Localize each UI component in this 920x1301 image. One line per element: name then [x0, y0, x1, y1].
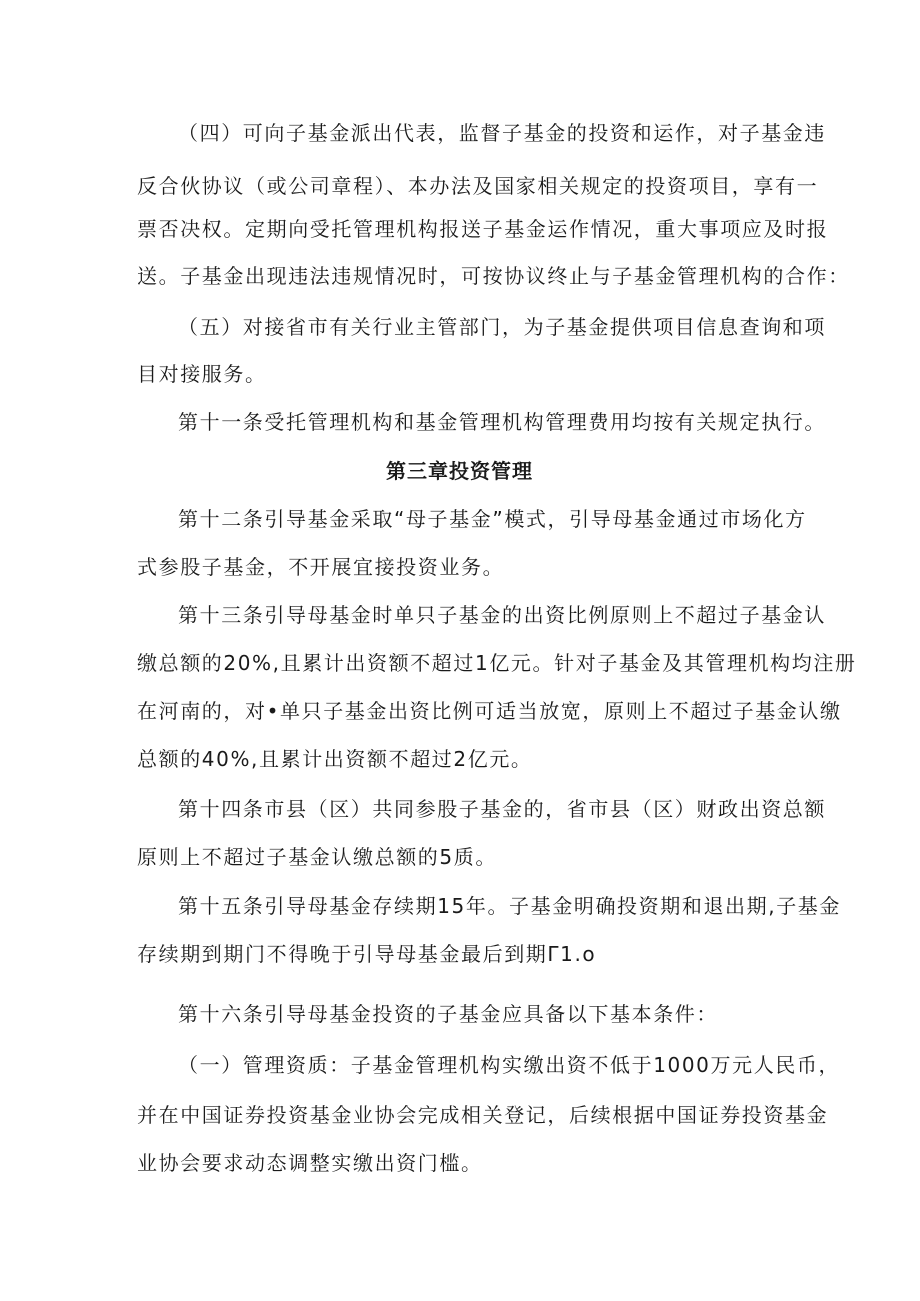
text-line: 在河南的，对•单只子基金出资比例可适当放宽，原则上不超过子基金认缴 [137, 699, 842, 723]
text-line: 送。子基金出现违法违规情况时，可按协议终止与子基金管理机构的合作： [137, 264, 850, 288]
text-line: 第十五条引导母基金存续期15年。子基金明确投资期和退出期,子基金 [178, 894, 842, 918]
text-line: 第十二条引导基金采取“母子基金”模式，引导母基金通过市场化方 [178, 507, 807, 531]
text-line: 总额的40%,且累计出资额不超过2亿元。 [137, 747, 533, 771]
text-line: 原则上不超过子基金认缴总额的5质。 [137, 845, 497, 869]
text-line: （五）对接省市有关行业主管部门，为子基金提供项目信息查询和项 [178, 315, 826, 339]
text-line: 反合伙协议（或公司章程）、本办法及国家相关规定的投资项目，享有一 [137, 174, 819, 198]
text-line: 目对接服务。 [137, 362, 267, 386]
text-line: 票否决权。定期向受托管理机构报送子基金运作情况，重大事项应及时报 [137, 217, 829, 241]
text-line: 第十三条引导母基金时单只子基金的出资比例原则上不超过子基金认 [178, 603, 826, 627]
text-line: （一）管理资质：子基金管理机构实缴出资不低于1000万元人民币， [178, 1053, 841, 1077]
text-line: 并在中国证券投资基金业协会完成相关登记，后续根据中国证券投资基金 [137, 1103, 829, 1127]
text-line: 第十四条市县（区）共同参股子基金的，省市县（区）财政出资总额 [178, 797, 826, 821]
chapter-heading: 第三章投资管理 [386, 459, 533, 483]
text-line: 第十一条受托管理机构和基金管理机构管理费用均按有关规定执行。 [178, 410, 826, 434]
text-line: 第十六条引导母基金投资的子基金应具备以下基本条件： [178, 1002, 718, 1026]
text-line: 存续期到期门不得晚于引导母基金最后到期Γ1.o [137, 942, 597, 966]
text-line: 缴总额的20%,且累计出资额不超过1亿元。针对子基金及其管理机构均注册 [137, 651, 857, 675]
text-line: 式参股子基金，不开展宜接投资业务。 [137, 555, 505, 579]
text-line: （四）可向子基金派出代表，监督子基金的投资和运作，对子基金违 [178, 121, 826, 145]
text-line: 业协会要求动态调整实缴出资门槛。 [137, 1151, 483, 1175]
